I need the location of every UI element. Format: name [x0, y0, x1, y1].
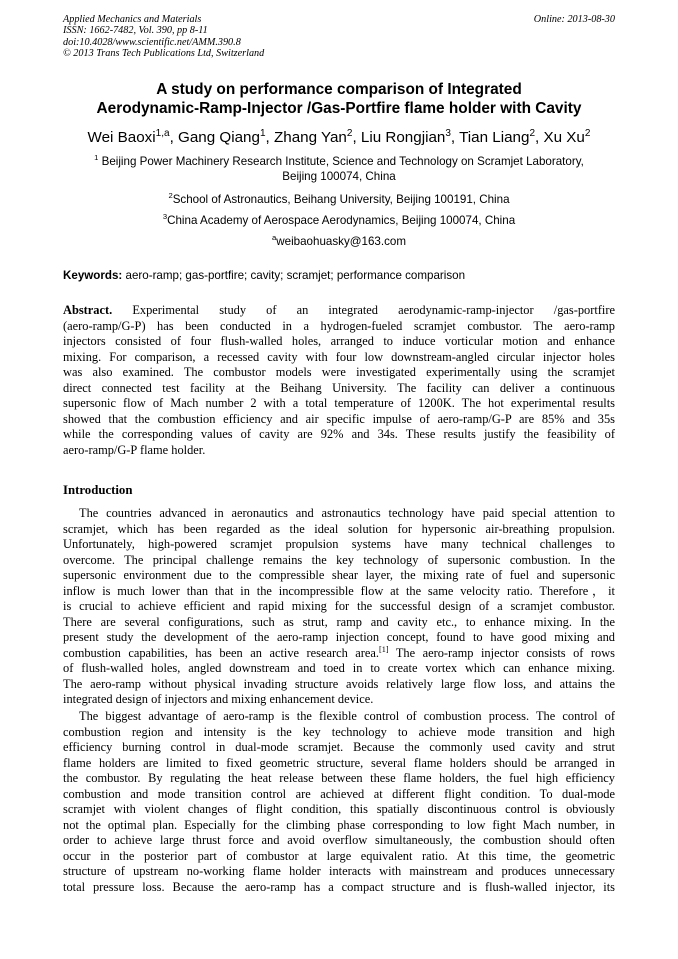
affiliation-1 [60, 154, 618, 184]
journal-name: Applied Mechanics and Materials [63, 14, 202, 25]
abstract [63, 303, 615, 458]
affiliation-text: School of Astronautics, Beihang University, Beijing 100191, China [172, 193, 510, 206]
abstract-line: (aero-ramp/G-P) has been conducted in a hydrogen-fueled scramjet combustor. The aero-ramp [63, 318, 615, 333]
email-address[interactable]: weibaohuasky@163.com [276, 235, 406, 248]
author-separator: , [169, 129, 179, 146]
journal-header [63, 14, 615, 60]
author-separator: , [535, 129, 544, 146]
affiliation-text: Beijing Power Machinery Research Institute, Science and Technology on Scramjet Laboratory, [98, 155, 584, 168]
intro-line: not the optimal plan. Especially for the climbing phase corresponding to low fight Mach number, in [63, 817, 615, 832]
intro-line: The biggest advantage of aero-ramp is the flexible control of combustion process. The control of [79, 709, 615, 723]
intro-line: structure of upstream no-working flame holder interacts with mainstream and produces unnecessary [63, 864, 615, 878]
keywords [63, 268, 615, 283]
intro-line: order to achieve large thrust force and avoid overflow simultaneously, the combustion should often [63, 833, 615, 847]
abstract-line: showed that the combustion efficiency and air specific impulse of aero-ramp/G-P are 85% and 35s [63, 411, 615, 426]
author-name: Zhang Yan [273, 129, 347, 146]
affiliation-mark: 3 [162, 212, 168, 222]
author-separator: , [265, 129, 274, 146]
abstract-line: was also examined. The combustor models were investigated experimentally using the scramjet [63, 365, 615, 379]
keywords-text: aero-ramp; gas-portfire; cavity; scramjet; performance comparison [122, 269, 466, 282]
paper-title [60, 80, 618, 118]
intro-line: combustion and mode transition control are achieved at different flight condition. To dual-mode [63, 786, 615, 801]
affiliation-mark: 1 [94, 153, 99, 163]
abstract-line: mixing. For comparison, a recessed cavity with four low downstream-angled circular injector holes [63, 349, 615, 364]
author-name: Liu Rongjian [360, 129, 446, 146]
intro-line: total pressure loss. Because the aero-ramp has a compact structure and is flush-walled injector, its [63, 879, 615, 894]
issn-line: ISSN: 1662-7482, Vol. 390, pp 8-11 [63, 25, 208, 37]
title-line-1: A study on performance comparison of Integrated [156, 81, 522, 98]
introduction-paragraph-2 [63, 709, 615, 895]
abstract-label: Abstract. [63, 303, 113, 317]
author-list [40, 128, 638, 148]
author-name: Gang Qiang [178, 129, 260, 146]
author-name: Tian Liang [459, 129, 530, 146]
citation-ref[interactable]: [1] [379, 644, 389, 654]
author-separator: , [450, 129, 460, 146]
intro-line: is crucial to achieve efficient and rapid mixing for the successful design of a scramjet combustor. [63, 599, 615, 613]
doi-line[interactable]: doi:10.4028/www.scientific.net/AMM.390.8 [63, 36, 241, 48]
intro-line: scramjet, which has been regarded as the ideal solution for hypersonic air-breathing propulsion. [63, 521, 615, 536]
author-name: Xu Xu [543, 129, 585, 146]
copyright-line: © 2013 Trans Tech Publications Ltd, Switzerland [63, 48, 265, 60]
intro-line: overcome. The principal challenge remains the key technology of supersonic combustion. In the [63, 552, 615, 567]
intro-line: supersonic environment due to the compressible shear layer, the mixing rate of fuel and supersonic [63, 568, 615, 582]
intro-line: of flush-walled holes, angled downstream and toed in to create vortex which can enhance mixing. [63, 661, 615, 675]
intro-line: combustion capabilities, has been an active research area. [63, 645, 380, 660]
author-affiliation-mark: 2 [584, 127, 591, 139]
author-affiliation-mark: 1,a [155, 127, 170, 139]
author-separator: , [352, 129, 361, 146]
intro-line: The countries advanced in aeronautics and astronautics technology have paid special attention to [79, 506, 615, 520]
affiliation-2 [60, 192, 618, 207]
abstract-line: direct connected test facility at the Beihang University. The facility can deliver a continuous [63, 380, 615, 395]
affiliation-3 [60, 213, 618, 228]
title-line-2: Aerodynamic-Ramp-Injector /Gas-Portfire flame holder with Cavity [96, 100, 582, 117]
intro-line: inflow is much lower than that in the incompressible flow at the same velocity ratio. Therefore，it [63, 583, 615, 598]
abstract-line: aero-ramp/G-P flame holder. [63, 442, 206, 457]
abstract-line: injectors consisted of four flush-walled holes, arranged to induce vorticular motion and enhance [63, 334, 615, 348]
intro-line: combustion region and intensity is the key technology to achieve mode transition and high [63, 724, 615, 739]
author-email [60, 234, 618, 249]
email-mark: a [272, 233, 277, 243]
intro-line-tail: The aero-ramp injector consists of rows [388, 645, 615, 660]
author-affiliation-mark: 2 [529, 127, 536, 139]
author-affiliation-mark: 3 [445, 127, 451, 139]
affiliation-mark: 2 [168, 191, 173, 201]
intro-line: present study the development of the aero-ramp injection concept, found to have good mixing and [63, 630, 615, 644]
intro-line: The aero-ramp without physical invading structure avoids relatively large flow loss, and attains the [63, 676, 615, 691]
online-date: Online: 2013-08-30 [533, 14, 615, 25]
intro-line: Unfortunately, high-powered scramjet propulsion systems have many technical challenges to [63, 537, 615, 551]
author-name: Wei Baoxi [87, 129, 156, 146]
abstract-line: supersonic flow of Mach number 2 with a total temperature of 1200K. The hot experimental results [63, 396, 615, 410]
intro-line: efficiency burning control in dual-mode scramjet. Because the commonly used cavity and strut [63, 740, 615, 754]
author-affiliation-mark: 1 [259, 127, 266, 139]
section-heading-introduction: Introduction [63, 483, 133, 497]
intro-line: the combustor. By regulating the heat release between these flame holders, the fuel high efficiency [63, 771, 615, 785]
intro-line: flame holders are limited to fixed geometric structure, several flame holders should be arranged in [63, 755, 615, 770]
intro-line: There are several configurations, such as strut, ramp and cavity etc., to enhance mixing. In the [63, 614, 615, 629]
intro-line: scramjet with violent changes of flight condition, this spatially discontinuous control is obviously [63, 802, 615, 816]
intro-line: occur in the posterior part of combustor at large equivalent ratio. At this time, the geometric [63, 848, 615, 863]
keywords-label: Keywords: [63, 269, 123, 282]
intro-line: integrated design of injectors and mixing enhancement device. [63, 692, 374, 706]
affiliation-text: China Academy of Aerospace Aerodynamics, Beijing 100074, China [167, 214, 516, 227]
abstract-line: Experimental study of an integrated aerodynamic-ramp-injector /gas-portfire [112, 303, 615, 317]
introduction-paragraph-1 [63, 506, 615, 708]
abstract-line: while the corresponding values of cavity are 92% and 34s. These results justify the feasibility of [63, 427, 615, 441]
affiliation-text: Beijing 100074, China [282, 170, 396, 183]
author-affiliation-mark: 2 [346, 127, 353, 139]
